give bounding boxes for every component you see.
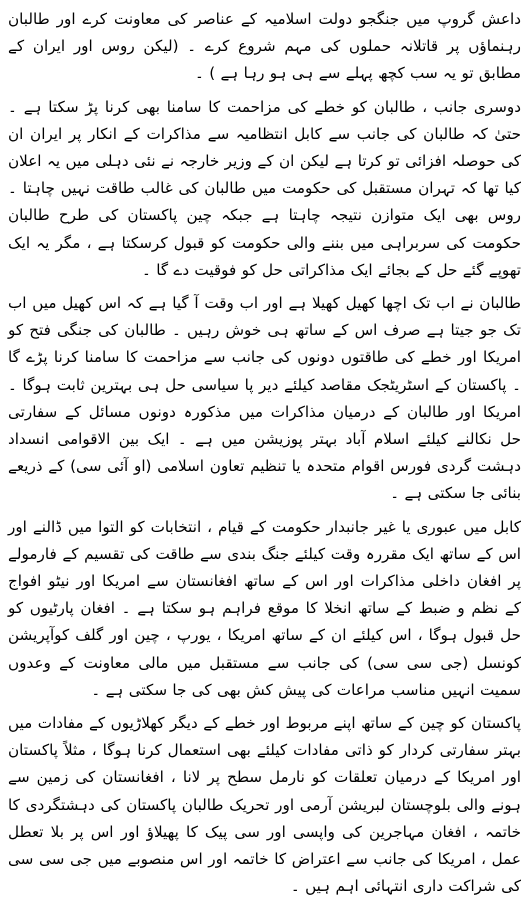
article-paragraph-4: کابل میں عبوری یا غیر جانبدار حکومت کے قیام ، انتخابات کو التوا میں ڈالنے اور اس کے ساتھ ایک مقررہ وقت کیلئے جنگ بندی سے طاقت کی تقسیم کے فارمولے پر افغان داخلی مذاکرات اور اس کے ساتھ افغانستان سے امریکا اور نیٹو افواج کے نظم و ضبط کے ساتھ انخلا کا موقع فراہم ہو سکتا ہے ۔ افغان پارٹیوں کو حل قبول ہوگا ، اس کیلئے ان کے ساتھ امریکا ، یورپ ، چین اور گلف کوآپریشن کونسل (جی سی سی) کی جانب سے مستقبل میں مالی معاونت کے وعدوں سمیت انہیں مناسب مراعات کی پیش کش بھی کی جا سکتی ہے ۔ [8,517,521,699]
article-paragraph-3: طالبان نے اب تک اچھا کھیل کھیلا ہے اور اب وقت آ گیا ہے کہ اس کھیل میں اب تک جو جیتا ہے صرف اس کے ساتھ ہی خوش رہیں ۔ طالبان کی جنگی فتح کو امریکا اور خطے کی طاقتوں دونوں کی جانب سے مزاحمت کا سامنا کرنا پڑے گا ۔ پاکستان کے اسٹریٹجک مقاصد کیلئے دیر پا سیاسی حل ہی بہترین ثابت ہوگا ۔ امریکا اور طالبان کے درمیان مذاکرات میں مذکورہ دونوں مسائل کے سفارتی حل نکالنے کیلئے اسلام آباد بہتر پوزیشن میں ہے ۔ ایک بین الاقوامی انسداد دہشت گردی فورس اقوام متحدہ یا تنظیم تعاون اسلامی (او آئی سی) کے ذریعے بنائی جا سکتی ہے ۔ [8,294,521,503]
article-paragraph-5: پاکستان کو چین کے ساتھ اپنے مربوط اور خطے کے دیگر کھلاڑیوں کے مفادات میں بہتر سفارتی کردار کو ذاتی مفادات کیلئے بھی استعمال کرنا ہوگا ، مثلاً پاکستان اور امریکا کے درمیان تعلقات کو نارمل سطح پر لانا ، افغانستان کی زمین سے ہونے والی بلوچستان لبریشن آرمی اور تحریک طالبان پاکستان کی دہشتگردی کا خاتمہ ، افغان مہاجرین کی واپسی اور سی پیک کا پھیلاؤ اور اس پر بلا تعطل عمل ، امریکا کی جانب سے اعتراض کا خاتمہ اور اس منصوبے میں جی سی سی کی شراکت داری انتہائی اہم ہیں ۔ [8,714,521,896]
article-paragraph-2: دوسری جانب ، طالبان کو خطے کی مزاحمت کا سامنا بھی کرنا پڑ سکتا ہے ۔ حتیٰ کہ طالبان کی جانب سے کابل انتظامیہ سے مذاکرات کے انکار پر ایران ان کی حوصلہ افزائی تو کرتا ہے لیکن ان کے وزیر خارجہ نے نئی دہلی میں یہ اعلان کیا تھا کہ تہران مستقبل کی حکومت میں طالبان کی غالب طاقت نہیں چاہتا ۔ روس بھی ایک متوازن نتیجہ چاہتا ہے جبکہ چین پاکستان کی طرح طالبان حکومت کی سربراہی میں بننے والی حکومت کو قبول کرسکتا ہے ، مگر یہ ایک تھوپے گئے حل کے بجائے ایک مذاکراتی حل کو فوقیت دے گا ۔ [8,97,521,279]
article-paragraph-1: داعش گروپ میں جنگجو دولت اسلامیہ کے عناصر کی معاونت کرے اور طالبان رہنماؤں پر قاتلانہ حملوں کی مہم شروع کرے ۔ (لیکن روس اور ایران کے مطابق تو یہ سب کچھ پہلے سے ہی ہو رہا ہے ) ۔ [8,10,521,83]
